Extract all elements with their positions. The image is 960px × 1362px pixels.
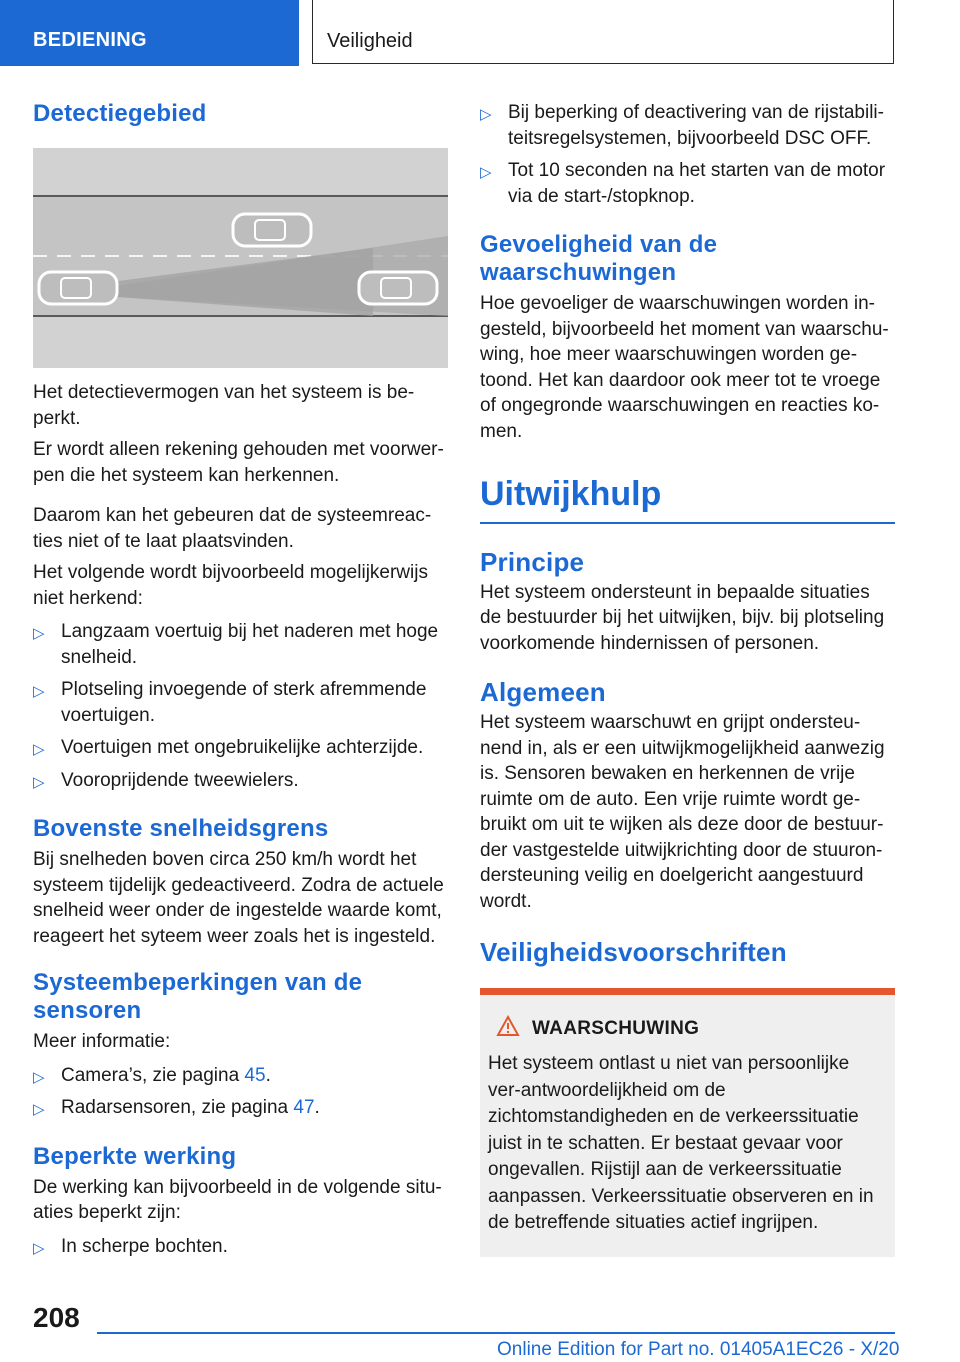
paragraph: Er wordt alleen rekening gehouden met voorwer-pen die het systeem kan herkennen. — [33, 439, 444, 486]
not-detected-list — [33, 619, 448, 793]
limited-list — [33, 1234, 448, 1260]
detection-area-illustration — [33, 148, 448, 368]
heading-principe: Principe — [480, 546, 585, 577]
list-item: ▷ Vooroprijdende tweewielers. — [33, 768, 448, 794]
heading-uitwijkhulp: Uitwijkhulp — [480, 475, 662, 513]
heading-veiligheidsvoorschriften: Veiligheidsvoorschriften — [480, 937, 787, 967]
triangle-bullet-icon: ▷ — [33, 773, 45, 791]
page-link-47[interactable]: 47 — [293, 1097, 315, 1118]
sensor-info-list — [33, 1063, 448, 1121]
warning-triangle-icon — [496, 1015, 520, 1043]
paragraph: De werking kan bijvoorbeeld in de volgende situ-aties beperkt zijn: — [33, 1176, 442, 1223]
limited-list-continued — [480, 100, 895, 209]
triangle-bullet-icon: ▷ — [33, 741, 45, 758]
triangle-bullet-icon: ▷ — [33, 1239, 45, 1257]
warning-text: Het systeem ontlast u niet van persoonlijke ver-antwoordelijkheid om de zichtomstandigheden en de verkeerssituatie juist in te schatten. Er bestaat gevaar voor ongevallen. Rijstijl aan de verkeerssituatie aanpassen. Verkeerssituatie observeren en in de betreffende situaties actief ingrijpen. — [488, 1053, 874, 1233]
footer-rule — [97, 1332, 895, 1334]
list-item: ▷ Plotseling invoegende of sterk afremmende voertuigen. — [33, 679, 427, 726]
triangle-bullet-icon: ▷ — [33, 1068, 45, 1086]
heading-rule — [480, 522, 895, 524]
warning-title: WAARSCHUWING — [532, 1018, 700, 1039]
heading-bovenste-snelheidsgrens: Bovenste snelheidsgrens — [33, 815, 329, 842]
car-icon — [233, 214, 311, 246]
list-item: ▷ Langzaam voertuig bij het naderen met hoge snelheid. — [33, 621, 439, 668]
car-icon — [359, 272, 437, 304]
section-label: BEDIENING — [33, 29, 147, 51]
heading-gevoeligheid: Gevoeligheid van de waarschuwingen — [480, 231, 718, 286]
heading-detectiegebied: Detectiegebied — [33, 100, 207, 127]
paragraph: Bij snelheden boven circa 250 km/h wordt het systeem tijdelijk gedeactiveerd. Zodra de actuele snelheid weer onder de ingestelde waarde komt, reageert het syteem weer zoals het is ingesteld. — [33, 849, 444, 947]
list-item: ▷ Radarsensoren, zie pagina 47. — [33, 1095, 448, 1121]
car-icon — [39, 272, 117, 304]
triangle-bullet-icon: ▷ — [33, 625, 45, 642]
paragraph: Het systeem waarschuwt en grijpt ondersteu-nend in, als er een uitwijkmogelijkheid aanwezig is. Sensoren bewaken en herkennen de vrije ruimte om de auto. Een vrije ruimte wordt ge-bruikt om uit te wijken als deze door de bestuur-der vastgestelde uitwijkrichting door de stuuron-dersteuning veilig en doelgericht aangestuurd wordt. — [480, 712, 885, 912]
page-title: Veiligheid — [327, 30, 413, 52]
warning-box — [480, 988, 895, 1257]
page-link-45[interactable]: 45 — [244, 1064, 266, 1086]
paragraph: Hoe gevoeliger de waarschuwingen worden in-gesteld, bijvoorbeeld het moment van waarschu-wing, hoe meer waarschuwingen worden ge-toond. Het kan daardoor ook meer tot te vroege of ongegronde waarschuwingen en reacties ko-men. — [480, 293, 889, 442]
paragraph: Daarom kan het gebeuren dat de systeemreac-ties niet of te laat plaatsvinden. — [33, 505, 432, 552]
heading-systeembeperkingen: Systeembeperkingen van de sensoren — [33, 969, 363, 1024]
right-column — [480, 100, 895, 1257]
triangle-bullet-icon: ▷ — [480, 106, 492, 123]
heading-algemeen: Algemeen — [480, 677, 606, 707]
edition-note: Online Edition for Part no. 01405A1EC26 - X/20 — [497, 1339, 900, 1360]
triangle-bullet-icon: ▷ — [33, 683, 45, 700]
paragraph: Meer informatie: — [33, 1031, 171, 1052]
paragraph: Het volgende wordt bijvoorbeeld mogelijkerwijs niet herkend: — [33, 562, 428, 609]
list-item: ▷ Voertuigen met ongebruikelijke achterzijde. — [33, 735, 448, 761]
left-column — [33, 100, 448, 1266]
heading-beperkte-werking: Beperkte werking — [33, 1142, 237, 1170]
list-item: ▷ Camera’s, zie pagina 45. — [33, 1063, 448, 1089]
triangle-bullet-icon: ▷ — [480, 164, 492, 181]
list-item: ▷ Bij beperking of deactivering van de rijstabili-teitsregelsystemen, bijvoorbeeld DSC OFF. — [480, 102, 884, 149]
section-tab — [0, 0, 299, 66]
page-title-box — [312, 0, 894, 64]
list-item: ▷ In scherpe bochten. — [33, 1234, 448, 1260]
triangle-bullet-icon: ▷ — [33, 1101, 45, 1118]
page-number: 208 — [33, 1302, 80, 1333]
list-item: ▷ Tot 10 seconden na het starten van de motor via de start-/stopknop. — [480, 160, 886, 207]
paragraph: Het systeem ondersteunt in bepaalde situaties de bestuurder bij het uitwijken, bijv. bij plotseling voorkomende hindernissen of personen. — [480, 581, 885, 654]
paragraph: Het detectievermogen van het systeem is be-perkt. — [33, 382, 415, 429]
